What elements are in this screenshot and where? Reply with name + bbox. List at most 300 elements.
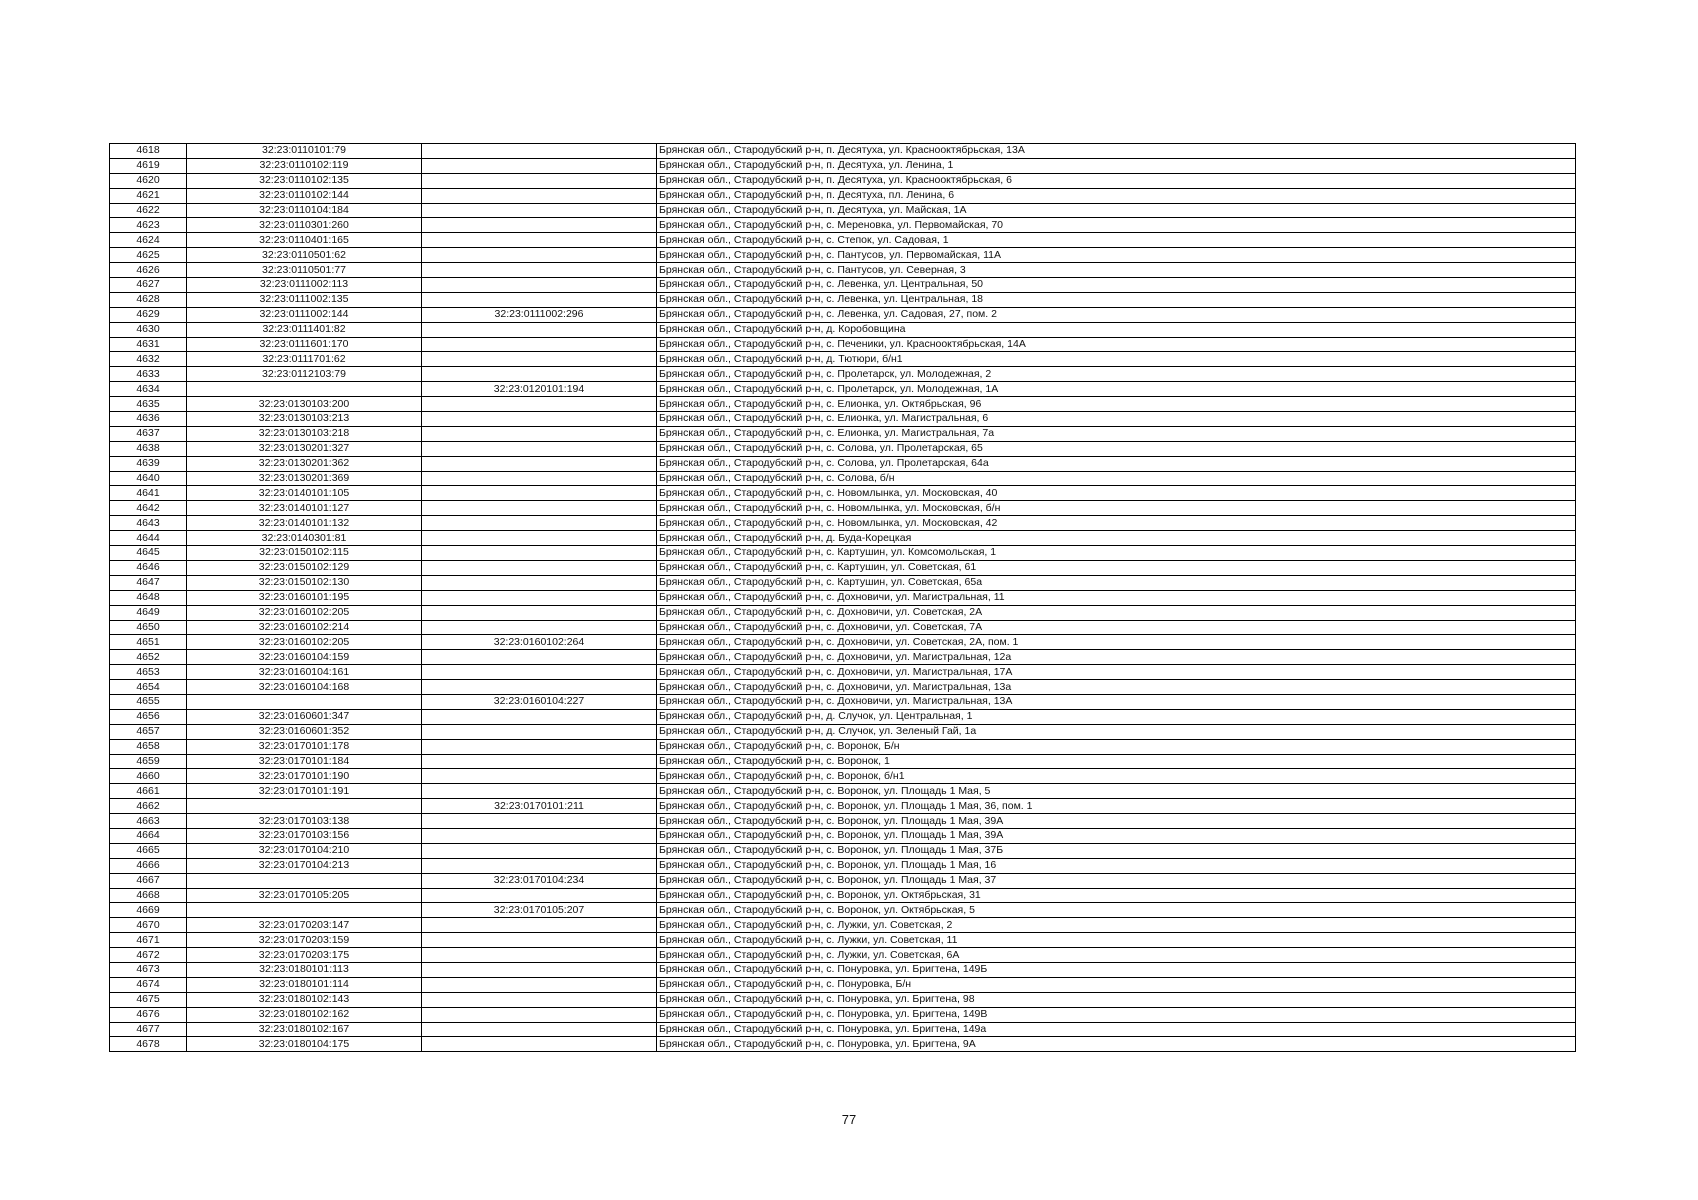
cadastral-number-cell: 32:23:0170104:210 (187, 843, 422, 858)
table-row (110, 575, 1576, 590)
address-cell: Брянская обл., Стародубский р-н, с. Воронок, ул. Октябрьская, 31 (657, 888, 1576, 903)
address-cell: Брянская обл., Стародубский р-н, п. Десятуха, ул. Краснооктябрьская, 6 (657, 173, 1576, 188)
table-row (110, 441, 1576, 456)
row-number-cell: 4637 (110, 426, 187, 441)
table-row (110, 203, 1576, 218)
related-cadastral-number-cell (422, 575, 657, 590)
cadastral-number-cell: 32:23:0160102:205 (187, 635, 422, 650)
row-number-cell: 4628 (110, 292, 187, 307)
table-row (110, 977, 1576, 992)
related-cadastral-number-cell (422, 397, 657, 412)
address-cell: Брянская обл., Стародубский р-н, с. Картушин, ул. Советская, 65а (657, 575, 1576, 590)
address-cell: Брянская обл., Стародубский р-н, с. Солова, б/н (657, 471, 1576, 486)
row-number-cell: 4627 (110, 278, 187, 293)
related-cadastral-number-cell (422, 828, 657, 843)
row-number-cell: 4653 (110, 665, 187, 680)
cadastral-number-cell: 32:23:0150102:129 (187, 560, 422, 575)
row-number-cell: 4649 (110, 605, 187, 620)
related-cadastral-number-cell (422, 248, 657, 263)
cadastral-number-cell: 32:23:0130103:213 (187, 412, 422, 427)
cadastral-number-cell: 32:23:0110102:119 (187, 158, 422, 173)
table-row (110, 501, 1576, 516)
row-number-cell: 4672 (110, 948, 187, 963)
related-cadastral-number-cell (422, 263, 657, 278)
address-cell: Брянская обл., Стародубский р-н, с. Новомлынка, ул. Московская, 40 (657, 486, 1576, 501)
address-cell: Брянская обл., Стародубский р-н, с. Новомлынка, ул. Московская, 42 (657, 516, 1576, 531)
table-row (110, 456, 1576, 471)
related-cadastral-number-cell (422, 754, 657, 769)
address-cell: Брянская обл., Стародубский р-н, с. Понуровка, ул. Бригтена, 149В (657, 1007, 1576, 1022)
related-cadastral-number-cell (422, 322, 657, 337)
row-number-cell: 4647 (110, 575, 187, 590)
property-table (109, 143, 1576, 1052)
address-cell: Брянская обл., Стародубский р-н, с. Пантусов, ул. Северная, 3 (657, 263, 1576, 278)
row-number-cell: 4677 (110, 1022, 187, 1037)
table-row (110, 188, 1576, 203)
cadastral-number-cell: 32:23:0111701:62 (187, 352, 422, 367)
table-row (110, 769, 1576, 784)
related-cadastral-number-cell (422, 278, 657, 293)
cadastral-number-cell: 32:23:0160601:347 (187, 709, 422, 724)
address-cell: Брянская обл., Стародубский р-н, с. Дохновичи, ул. Магистральная, 17А (657, 665, 1576, 680)
cadastral-number-cell: 32:23:0150102:130 (187, 575, 422, 590)
related-cadastral-number-cell (422, 501, 657, 516)
table-row (110, 635, 1576, 650)
cadastral-number-cell (187, 694, 422, 709)
table-row (110, 367, 1576, 382)
related-cadastral-number-cell (422, 486, 657, 501)
related-cadastral-number-cell (422, 1037, 657, 1052)
row-number-cell: 4644 (110, 531, 187, 546)
address-cell: Брянская обл., Стародубский р-н, п. Десятуха, ул. Майская, 1А (657, 203, 1576, 218)
related-cadastral-number-cell: 32:23:0170105:207 (422, 903, 657, 918)
row-number-cell: 4648 (110, 590, 187, 605)
related-cadastral-number-cell (422, 769, 657, 784)
row-number-cell: 4656 (110, 709, 187, 724)
row-number-cell: 4671 (110, 933, 187, 948)
address-cell: Брянская обл., Стародубский р-н, п. Десятуха, ул. Ленина, 1 (657, 158, 1576, 173)
row-number-cell: 4654 (110, 680, 187, 695)
cadastral-number-cell: 32:23:0160104:168 (187, 680, 422, 695)
address-cell: Брянская обл., Стародубский р-н, с. Лужки, ул. Советская, 2 (657, 918, 1576, 933)
cadastral-number-cell: 32:23:0170203:159 (187, 933, 422, 948)
related-cadastral-number-cell (422, 605, 657, 620)
table-row (110, 546, 1576, 561)
related-cadastral-number-cell (422, 173, 657, 188)
related-cadastral-number-cell (422, 858, 657, 873)
cadastral-number-cell: 32:23:0110501:77 (187, 263, 422, 278)
table-body (110, 144, 1576, 1052)
address-cell: Брянская обл., Стародубский р-н, с. Воронок, ул. Площадь 1 Мая, 5 (657, 784, 1576, 799)
cadastral-number-cell: 32:23:0170101:191 (187, 784, 422, 799)
table-row (110, 605, 1576, 620)
related-cadastral-number-cell: 32:23:0120101:194 (422, 382, 657, 397)
row-number-cell: 4657 (110, 724, 187, 739)
table-row (110, 382, 1576, 397)
table-row (110, 799, 1576, 814)
cadastral-number-cell: 32:23:0110301:260 (187, 218, 422, 233)
cadastral-number-cell (187, 382, 422, 397)
related-cadastral-number-cell (422, 992, 657, 1007)
table-row (110, 828, 1576, 843)
cadastral-number-cell: 32:23:0180101:113 (187, 962, 422, 977)
related-cadastral-number-cell: 32:23:0160104:227 (422, 694, 657, 709)
related-cadastral-number-cell (422, 367, 657, 382)
cadastral-number-cell: 32:23:0111002:144 (187, 307, 422, 322)
related-cadastral-number-cell: 32:23:0170104:234 (422, 873, 657, 888)
table-row (110, 233, 1576, 248)
address-cell: Брянская обл., Стародубский р-н, д. Случок, ул. Центральная, 1 (657, 709, 1576, 724)
row-number-cell: 4659 (110, 754, 187, 769)
table-row (110, 933, 1576, 948)
cadastral-number-cell: 32:23:0140101:132 (187, 516, 422, 531)
row-number-cell: 4670 (110, 918, 187, 933)
cadastral-number-cell: 32:23:0160104:159 (187, 650, 422, 665)
table-row (110, 144, 1576, 159)
cadastral-number-cell: 32:23:0180102:167 (187, 1022, 422, 1037)
cadastral-number-cell: 32:23:0110102:135 (187, 173, 422, 188)
address-cell: Брянская обл., Стародубский р-н, с. Лужки, ул. Советская, 6А (657, 948, 1576, 963)
table-row (110, 337, 1576, 352)
related-cadastral-number-cell (422, 203, 657, 218)
related-cadastral-number-cell (422, 680, 657, 695)
row-number-cell: 4621 (110, 188, 187, 203)
cadastral-number-cell: 32:23:0160101:195 (187, 590, 422, 605)
row-number-cell: 4664 (110, 828, 187, 843)
row-number-cell: 4655 (110, 694, 187, 709)
table-row (110, 992, 1576, 1007)
related-cadastral-number-cell (422, 233, 657, 248)
address-cell: Брянская обл., Стародубский р-н, с. Мереновка, ул. Первомайская, 70 (657, 218, 1576, 233)
related-cadastral-number-cell (422, 709, 657, 724)
address-cell: Брянская обл., Стародубский р-н, с. Левенка, ул. Садовая, 27, пом. 2 (657, 307, 1576, 322)
table-row (110, 218, 1576, 233)
table-row (110, 1007, 1576, 1022)
cadastral-number-cell: 32:23:0150102:115 (187, 546, 422, 561)
address-cell: Брянская обл., Стародубский р-н, с. Воронок, ул. Площадь 1 Мая, 37 (657, 873, 1576, 888)
row-number-cell: 4631 (110, 337, 187, 352)
related-cadastral-number-cell (422, 620, 657, 635)
address-cell: Брянская обл., Стародубский р-н, с. Понуровка, ул. Бригтена, 98 (657, 992, 1576, 1007)
cadastral-number-cell: 32:23:0112103:79 (187, 367, 422, 382)
address-cell: Брянская обл., Стародубский р-н, п. Десятуха, ул. Краснооктябрьская, 13А (657, 144, 1576, 159)
cadastral-number-cell: 32:23:0160104:161 (187, 665, 422, 680)
table-row (110, 292, 1576, 307)
address-cell: Брянская обл., Стародубский р-н, с. Дохновичи, ул. Магистральная, 13а (657, 680, 1576, 695)
table-row (110, 307, 1576, 322)
cadastral-number-cell: 32:23:0111401:82 (187, 322, 422, 337)
address-cell: Брянская обл., Стародубский р-н, с. Воронок, ул. Площадь 1 Мая, 39А (657, 828, 1576, 843)
address-cell: Брянская обл., Стародубский р-н, с. Елионка, ул. Октябрьская, 96 (657, 397, 1576, 412)
address-cell: Брянская обл., Стародубский р-н, с. Воронок, ул. Площадь 1 Мая, 36, пом. 1 (657, 799, 1576, 814)
address-cell: Брянская обл., Стародубский р-н, с. Пролетарск, ул. Молодежная, 2 (657, 367, 1576, 382)
row-number-cell: 4646 (110, 560, 187, 575)
row-number-cell: 4641 (110, 486, 187, 501)
cadastral-number-cell: 32:23:0160601:352 (187, 724, 422, 739)
related-cadastral-number-cell (422, 1007, 657, 1022)
table-row (110, 248, 1576, 263)
table-row (110, 724, 1576, 739)
address-cell: Брянская обл., Стародубский р-н, с. Понуровка, ул. Бригтена, 149а (657, 1022, 1576, 1037)
table-row (110, 843, 1576, 858)
table-row (110, 814, 1576, 829)
address-cell: Брянская обл., Стародубский р-н, с. Дохновичи, ул. Советская, 7А (657, 620, 1576, 635)
table-row (110, 263, 1576, 278)
address-cell: Брянская обл., Стародубский р-н, с. Дохновичи, ул. Советская, 2А (657, 605, 1576, 620)
table-row (110, 665, 1576, 680)
related-cadastral-number-cell: 32:23:0160102:264 (422, 635, 657, 650)
related-cadastral-number-cell (422, 546, 657, 561)
address-cell: Брянская обл., Стародубский р-н, с. Степок, ул. Садовая, 1 (657, 233, 1576, 248)
cadastral-number-cell: 32:23:0180102:143 (187, 992, 422, 1007)
row-number-cell: 4663 (110, 814, 187, 829)
cadastral-number-cell: 32:23:0110102:144 (187, 188, 422, 203)
row-number-cell: 4632 (110, 352, 187, 367)
address-cell: Брянская обл., Стародубский р-н, с. Воронок, ул. Октябрьская, 5 (657, 903, 1576, 918)
related-cadastral-number-cell (422, 590, 657, 605)
cadastral-number-cell: 32:23:0130201:362 (187, 456, 422, 471)
address-cell: Брянская обл., Стародубский р-н, с. Понуровка, ул. Бригтена, 9А (657, 1037, 1576, 1052)
address-cell: Брянская обл., Стародубский р-н, с. Воронок, ул. Площадь 1 Мая, 16 (657, 858, 1576, 873)
table-row (110, 873, 1576, 888)
address-cell: Брянская обл., Стародубский р-н, с. Пролетарск, ул. Молодежная, 1А (657, 382, 1576, 397)
row-number-cell: 4673 (110, 962, 187, 977)
related-cadastral-number-cell (422, 426, 657, 441)
related-cadastral-number-cell (422, 531, 657, 546)
related-cadastral-number-cell (422, 188, 657, 203)
address-cell: Брянская обл., Стародубский р-н, с. Дохновичи, ул. Магистральная, 11 (657, 590, 1576, 605)
cadastral-number-cell (187, 903, 422, 918)
table-row (110, 560, 1576, 575)
page-number: 77 (841, 1112, 857, 1127)
table-row (110, 858, 1576, 873)
table-row (110, 962, 1576, 977)
address-cell: Брянская обл., Стародубский р-н, с. Солова, ул. Пролетарская, 64а (657, 456, 1576, 471)
table-row (110, 620, 1576, 635)
cadastral-number-cell: 32:23:0170203:175 (187, 948, 422, 963)
row-number-cell: 4668 (110, 888, 187, 903)
address-cell: Брянская обл., Стародубский р-н, п. Десятуха, пл. Ленина, 6 (657, 188, 1576, 203)
address-cell: Брянская обл., Стародубский р-н, с. Понуровка, ул. Бригтена, 149Б (657, 962, 1576, 977)
related-cadastral-number-cell (422, 948, 657, 963)
cadastral-number-cell: 32:23:0130201:327 (187, 441, 422, 456)
row-number-cell: 4666 (110, 858, 187, 873)
address-cell: Брянская обл., Стародубский р-н, д. Случок, ул. Зеленый Гай, 1а (657, 724, 1576, 739)
related-cadastral-number-cell (422, 412, 657, 427)
row-number-cell: 4634 (110, 382, 187, 397)
related-cadastral-number-cell (422, 814, 657, 829)
related-cadastral-number-cell (422, 1022, 657, 1037)
table-row (110, 426, 1576, 441)
table-row (110, 397, 1576, 412)
table-row (110, 590, 1576, 605)
cadastral-number-cell: 32:23:0110501:62 (187, 248, 422, 263)
table-row (110, 471, 1576, 486)
table-row (110, 486, 1576, 501)
address-cell: Брянская обл., Стародубский р-н, д. Коробовщина (657, 322, 1576, 337)
row-number-cell: 4658 (110, 739, 187, 754)
table-row (110, 531, 1576, 546)
related-cadastral-number-cell (422, 352, 657, 367)
row-number-cell: 4651 (110, 635, 187, 650)
cadastral-number-cell: 32:23:0170101:184 (187, 754, 422, 769)
related-cadastral-number-cell (422, 456, 657, 471)
row-number-cell: 4633 (110, 367, 187, 382)
table-row (110, 739, 1576, 754)
row-number-cell: 4618 (110, 144, 187, 159)
related-cadastral-number-cell (422, 888, 657, 903)
address-cell: Брянская обл., Стародубский р-н, с. Воронок, Б/н (657, 739, 1576, 754)
related-cadastral-number-cell (422, 665, 657, 680)
table-row (110, 754, 1576, 769)
cadastral-number-cell: 32:23:0111002:113 (187, 278, 422, 293)
address-cell: Брянская обл., Стародубский р-н, с. Новомлынка, ул. Московская, б/н (657, 501, 1576, 516)
table-row (110, 918, 1576, 933)
row-number-cell: 4623 (110, 218, 187, 233)
related-cadastral-number-cell (422, 144, 657, 159)
row-number-cell: 4640 (110, 471, 187, 486)
cadastral-number-cell: 32:23:0170103:156 (187, 828, 422, 843)
row-number-cell: 4639 (110, 456, 187, 471)
cadastral-number-cell: 32:23:0170101:178 (187, 739, 422, 754)
related-cadastral-number-cell: 32:23:0170101:211 (422, 799, 657, 814)
table-row (110, 1022, 1576, 1037)
related-cadastral-number-cell (422, 158, 657, 173)
table-row (110, 352, 1576, 367)
address-cell: Брянская обл., Стародубский р-н, с. Дохновичи, ул. Советская, 2А, пом. 1 (657, 635, 1576, 650)
related-cadastral-number-cell (422, 933, 657, 948)
related-cadastral-number-cell (422, 560, 657, 575)
related-cadastral-number-cell (422, 918, 657, 933)
row-number-cell: 4674 (110, 977, 187, 992)
cadastral-number-cell: 32:23:0130103:218 (187, 426, 422, 441)
address-cell: Брянская обл., Стародубский р-н, с. Елионка, ул. Магистральная, 7а (657, 426, 1576, 441)
row-number-cell: 4660 (110, 769, 187, 784)
row-number-cell: 4676 (110, 1007, 187, 1022)
row-number-cell: 4630 (110, 322, 187, 337)
address-cell: Брянская обл., Стародубский р-н, с. Левенка, ул. Центральная, 18 (657, 292, 1576, 307)
cadastral-number-cell: 32:23:0180102:162 (187, 1007, 422, 1022)
cadastral-number-cell: 32:23:0180104:175 (187, 1037, 422, 1052)
address-cell: Брянская обл., Стародубский р-н, с. Воронок, б/н1 (657, 769, 1576, 784)
related-cadastral-number-cell (422, 441, 657, 456)
cadastral-number-cell (187, 799, 422, 814)
address-cell: Брянская обл., Стародубский р-н, д. Буда-Корецкая (657, 531, 1576, 546)
cadastral-number-cell: 32:23:0160102:205 (187, 605, 422, 620)
related-cadastral-number-cell (422, 843, 657, 858)
cadastral-number-cell: 32:23:0170104:213 (187, 858, 422, 873)
related-cadastral-number-cell (422, 739, 657, 754)
cadastral-number-cell: 32:23:0111601:170 (187, 337, 422, 352)
row-number-cell: 4667 (110, 873, 187, 888)
related-cadastral-number-cell (422, 337, 657, 352)
table-row (110, 948, 1576, 963)
row-number-cell: 4665 (110, 843, 187, 858)
cadastral-number-cell: 32:23:0111002:135 (187, 292, 422, 307)
table-row (110, 173, 1576, 188)
cadastral-number-cell: 32:23:0180101:114 (187, 977, 422, 992)
cadastral-number-cell: 32:23:0110401:165 (187, 233, 422, 248)
address-cell: Брянская обл., Стародубский р-н, с. Воронок, ул. Площадь 1 Мая, 39А (657, 814, 1576, 829)
row-number-cell: 4638 (110, 441, 187, 456)
row-number-cell: 4643 (110, 516, 187, 531)
address-cell: Брянская обл., Стародубский р-н, с. Пантусов, ул. Первомайская, 11А (657, 248, 1576, 263)
table-row (110, 694, 1576, 709)
table-row (110, 784, 1576, 799)
related-cadastral-number-cell (422, 218, 657, 233)
row-number-cell: 4624 (110, 233, 187, 248)
row-number-cell: 4652 (110, 650, 187, 665)
cadastral-number-cell (187, 873, 422, 888)
related-cadastral-number-cell (422, 292, 657, 307)
row-number-cell: 4645 (110, 546, 187, 561)
table-row (110, 888, 1576, 903)
address-cell: Брянская обл., Стародубский р-н, с. Дохновичи, ул. Магистральная, 12а (657, 650, 1576, 665)
related-cadastral-number-cell: 32:23:0111002:296 (422, 307, 657, 322)
table-row (110, 158, 1576, 173)
related-cadastral-number-cell (422, 784, 657, 799)
address-cell: Брянская обл., Стародубский р-н, с. Печеники, ул. Краснооктябрьская, 14А (657, 337, 1576, 352)
address-cell: Брянская обл., Стародубский р-н, с. Воронок, ул. Площадь 1 Мая, 37Б (657, 843, 1576, 858)
row-number-cell: 4629 (110, 307, 187, 322)
related-cadastral-number-cell (422, 471, 657, 486)
row-number-cell: 4620 (110, 173, 187, 188)
table-row (110, 709, 1576, 724)
related-cadastral-number-cell (422, 962, 657, 977)
cadastral-number-cell: 32:23:0170203:147 (187, 918, 422, 933)
address-cell: Брянская обл., Стародубский р-н, с. Понуровка, Б/н (657, 977, 1576, 992)
row-number-cell: 4642 (110, 501, 187, 516)
related-cadastral-number-cell (422, 516, 657, 531)
table-row (110, 650, 1576, 665)
table-row (110, 322, 1576, 337)
table-row (110, 516, 1576, 531)
cadastral-number-cell: 32:23:0140101:105 (187, 486, 422, 501)
row-number-cell: 4626 (110, 263, 187, 278)
address-cell: Брянская обл., Стародубский р-н, с. Лужки, ул. Советская, 11 (657, 933, 1576, 948)
cadastral-number-cell: 32:23:0140101:127 (187, 501, 422, 516)
cadastral-number-cell: 32:23:0170101:190 (187, 769, 422, 784)
cadastral-number-cell: 32:23:0170105:205 (187, 888, 422, 903)
row-number-cell: 4636 (110, 412, 187, 427)
related-cadastral-number-cell (422, 650, 657, 665)
row-number-cell: 4635 (110, 397, 187, 412)
row-number-cell: 4661 (110, 784, 187, 799)
row-number-cell: 4662 (110, 799, 187, 814)
table-row (110, 278, 1576, 293)
address-cell: Брянская обл., Стародубский р-н, с. Картушин, ул. Комсомольская, 1 (657, 546, 1576, 561)
address-cell: Брянская обл., Стародубский р-н, с. Левенка, ул. Центральная, 50 (657, 278, 1576, 293)
related-cadastral-number-cell (422, 977, 657, 992)
table-row (110, 1037, 1576, 1052)
cadastral-number-cell: 32:23:0110101:79 (187, 144, 422, 159)
cadastral-number-cell: 32:23:0110104:184 (187, 203, 422, 218)
row-number-cell: 4669 (110, 903, 187, 918)
address-cell: Брянская обл., Стародубский р-н, с. Елионка, ул. Магистральная, 6 (657, 412, 1576, 427)
row-number-cell: 4675 (110, 992, 187, 1007)
address-cell: Брянская обл., Стародубский р-н, д. Тютюри, б/н1 (657, 352, 1576, 367)
table-row (110, 680, 1576, 695)
related-cadastral-number-cell (422, 724, 657, 739)
table-row (110, 903, 1576, 918)
address-cell: Брянская обл., Стародубский р-н, с. Дохновичи, ул. Магистральная, 13А (657, 694, 1576, 709)
row-number-cell: 4625 (110, 248, 187, 263)
row-number-cell: 4678 (110, 1037, 187, 1052)
row-number-cell: 4619 (110, 158, 187, 173)
address-cell: Брянская обл., Стародубский р-н, с. Воронок, 1 (657, 754, 1576, 769)
cadastral-number-cell: 32:23:0130201:369 (187, 471, 422, 486)
table-row (110, 412, 1576, 427)
